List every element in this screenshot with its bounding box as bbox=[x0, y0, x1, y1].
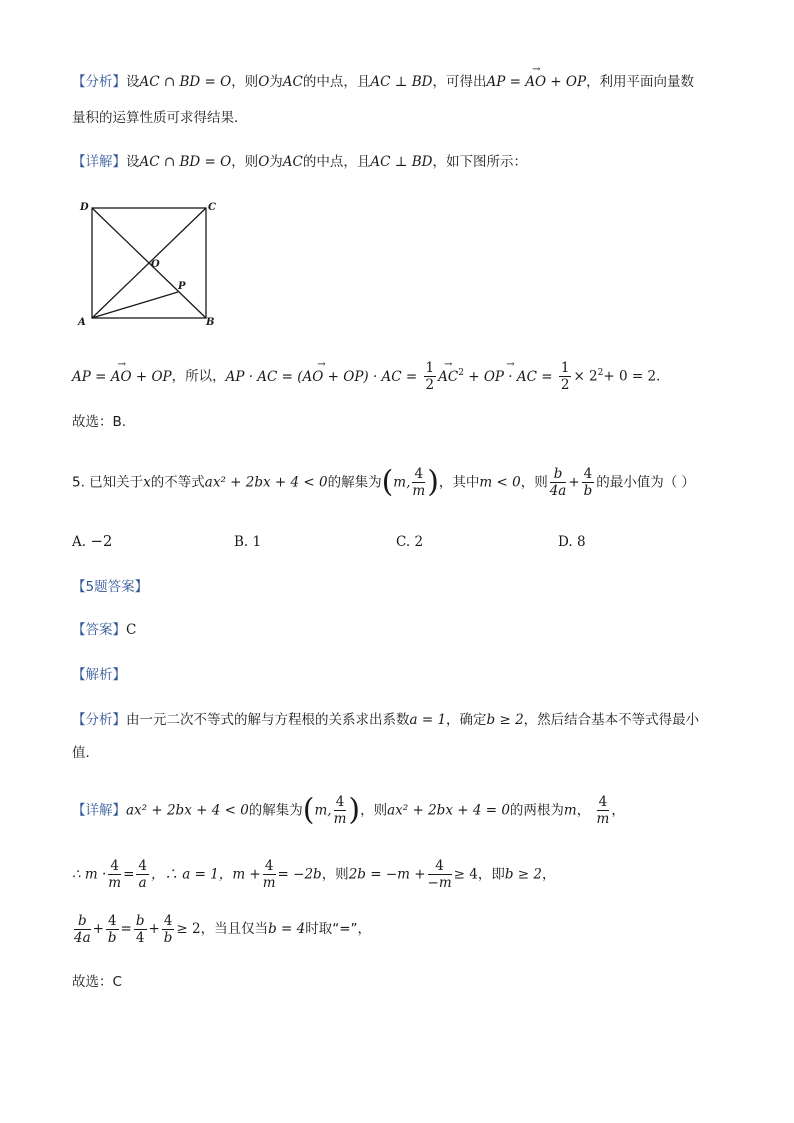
vector-equation: → AP = AO + OP bbox=[486, 72, 586, 92]
analysis-line-1: 【分析】设AC ∩ BD = O，则O为AC的中点，且AC ⊥ BD，可得出→ AP = AO + OP，利用平面向量数 bbox=[72, 72, 734, 92]
analysis2-line-1: 【分析】由一元二次不等式的解与方程根的关系求出系数a = 1，确定b ≥ 2，然后结合基本不等式得最小 bbox=[72, 712, 700, 728]
answer-line: 【答案】C bbox=[72, 622, 137, 638]
label-a: A bbox=[78, 317, 86, 328]
option-d: D. 8 bbox=[558, 534, 586, 550]
fraction-half-2: $\frac{1}{2}$ bbox=[560, 360, 570, 393]
option-b: B. 1 bbox=[234, 534, 262, 550]
analysis-line-2: 量积的运算性质可求得结果． bbox=[72, 110, 248, 126]
square-figure bbox=[74, 198, 224, 330]
detail-line-1: 【详解】设AC ∩ BD = O，则O为AC的中点，且AC ⊥ BD，如下图所示： bbox=[72, 154, 527, 170]
label-b: B bbox=[206, 317, 215, 328]
solution-tag: 【解析】 bbox=[72, 667, 126, 683]
analysis2-line-2: 值． bbox=[72, 745, 99, 761]
choose-line-2: 故选：C bbox=[72, 974, 122, 990]
option-a: A. −2 bbox=[72, 532, 113, 550]
detail2-line-1: 【详解】ax² + 2bx + 4 < 0的解集为(m, $\frac{4}{m}$ )，则ax² + 2bx + 4 = 0的两根为m， $\frac{4}{m}$ ， bbox=[72, 792, 625, 828]
fraction-half: $\frac{1}{2}$ bbox=[425, 360, 435, 393]
label-c: C bbox=[208, 202, 216, 213]
question-5: 5. 已知关于x的不等式ax² + 2bx + 4 < 0的解集为(m, $\frac{4}{m}$ )，其中m < 0，则 $\frac{b}{4a}$ + $\frac{4}{b}$ 的最小值为（ ） bbox=[72, 464, 696, 500]
analysis-tag: 【分析】 bbox=[72, 74, 126, 90]
detail-tag: 【详解】 bbox=[72, 154, 126, 170]
answer-header: 【5题答案】 bbox=[72, 579, 149, 595]
vector-calc-line: → AP = AO + OP，所以，→ AP · AC = (AO + OP) · AC = $\frac{1}{2}$ → $AC^2$ → + OP · AC = $\frac{1}{2}$ × $2^2+ 0 = 2$． bbox=[72, 358, 734, 393]
label-d: D bbox=[80, 202, 89, 213]
label-p: P bbox=[178, 281, 186, 292]
label-o: O bbox=[151, 259, 160, 270]
detail2-line-3: $\frac{b}{4a}$ + $\frac{4}{b}$ = $\frac{b}{4}$ + $\frac{4}{b}$ ≥ 2，当且仅当b = 4时取“=”， bbox=[74, 912, 372, 946]
option-c: C. 2 bbox=[396, 534, 424, 550]
detail2-line-2: ∴ m · $\frac{4}{m}$ = $\frac{4}{a}$ ，∴ a = 1，m + $\frac{4}{m}$ = −2b，则2b = −m + $\frac{4}{-m}$ ≥ 4，即b ≥ 2， bbox=[72, 858, 556, 891]
choose-line-1: 故选：B. bbox=[72, 414, 127, 430]
